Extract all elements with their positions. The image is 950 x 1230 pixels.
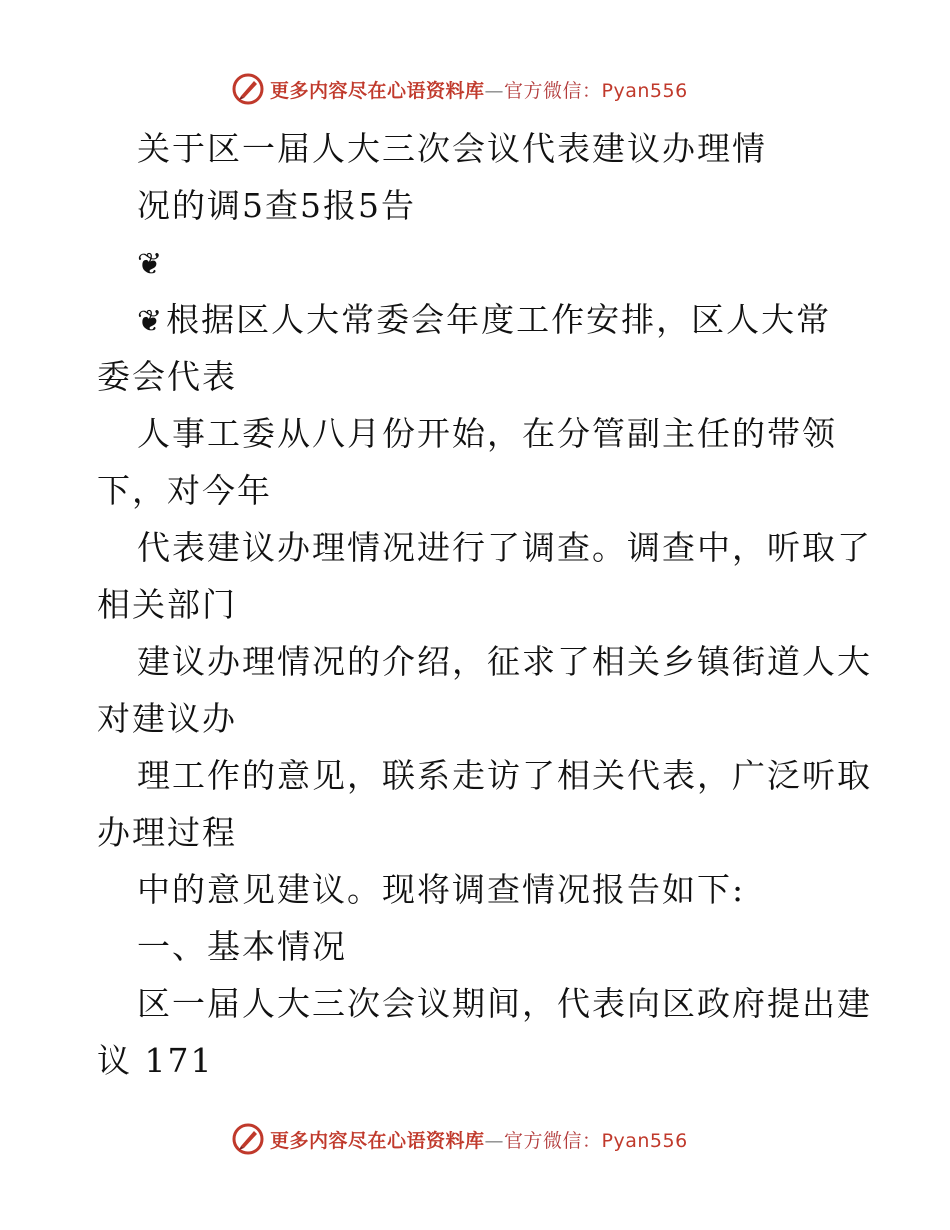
paragraph-text: 根据区人大常委会年度工作安排，区人大常	[166, 300, 832, 339]
watermark-separator: —	[484, 1129, 505, 1152]
paragraph-line	[97, 291, 857, 348]
watermark-wechat-id: Pyan556	[601, 79, 688, 102]
document-title-line-1: 关于区一届人大三次会议代表建议办理情	[137, 129, 767, 168]
paragraph-line: 区一届人大三次会议期间，代表向区政府提出建	[137, 984, 872, 1023]
watermark-brand: 更多内容尽在心语资料库	[270, 1129, 485, 1152]
watermark-wechat-id: Pyan556	[601, 1129, 688, 1152]
paragraph-line: 人事工委从八月份开始，在分管副主任的带领	[137, 414, 837, 453]
paragraph-line: 中的意见建议。现将调查情况报告如下:	[137, 870, 746, 909]
paragraph-line: 相关部门	[97, 585, 237, 624]
header-watermark	[232, 72, 752, 106]
floral-ornament-icon: ❦	[137, 304, 165, 339]
ornament-line	[97, 234, 857, 291]
watermark-text	[270, 1126, 688, 1153]
watermark-wechat-label: 官方微信：	[504, 79, 602, 102]
watermark-text	[270, 76, 688, 103]
paragraph-line: 理工作的意见，联系走访了相关代表，广泛听取	[137, 756, 872, 795]
watermark-brand: 更多内容尽在心语资料库	[270, 79, 485, 102]
paragraph-line: 建议办理情况的介绍，征求了相关乡镇街道人大	[137, 642, 872, 681]
quill-logo-icon	[232, 73, 264, 105]
document-title-line-2: 况的调5查5报5告	[137, 186, 416, 225]
section-heading: 一、基本情况	[137, 927, 347, 966]
quill-logo-icon	[232, 1123, 264, 1155]
paragraph-line: 下，对今年	[97, 471, 272, 510]
paragraph-line: 代表建议办理情况进行了调查。调查中，听取了	[137, 528, 872, 567]
watermark-wechat-label: 官方微信：	[504, 1129, 602, 1152]
paragraph-line: 对建议办	[97, 699, 237, 738]
watermark-separator: —	[484, 79, 505, 102]
paragraph-line: 委会代表	[97, 357, 237, 396]
floral-ornament-icon: ❦	[137, 247, 165, 282]
footer-watermark	[232, 1122, 752, 1156]
paragraph-line: 议 171	[97, 1041, 214, 1080]
paragraph-line: 办理过程	[97, 813, 237, 852]
document-body	[97, 120, 872, 1089]
